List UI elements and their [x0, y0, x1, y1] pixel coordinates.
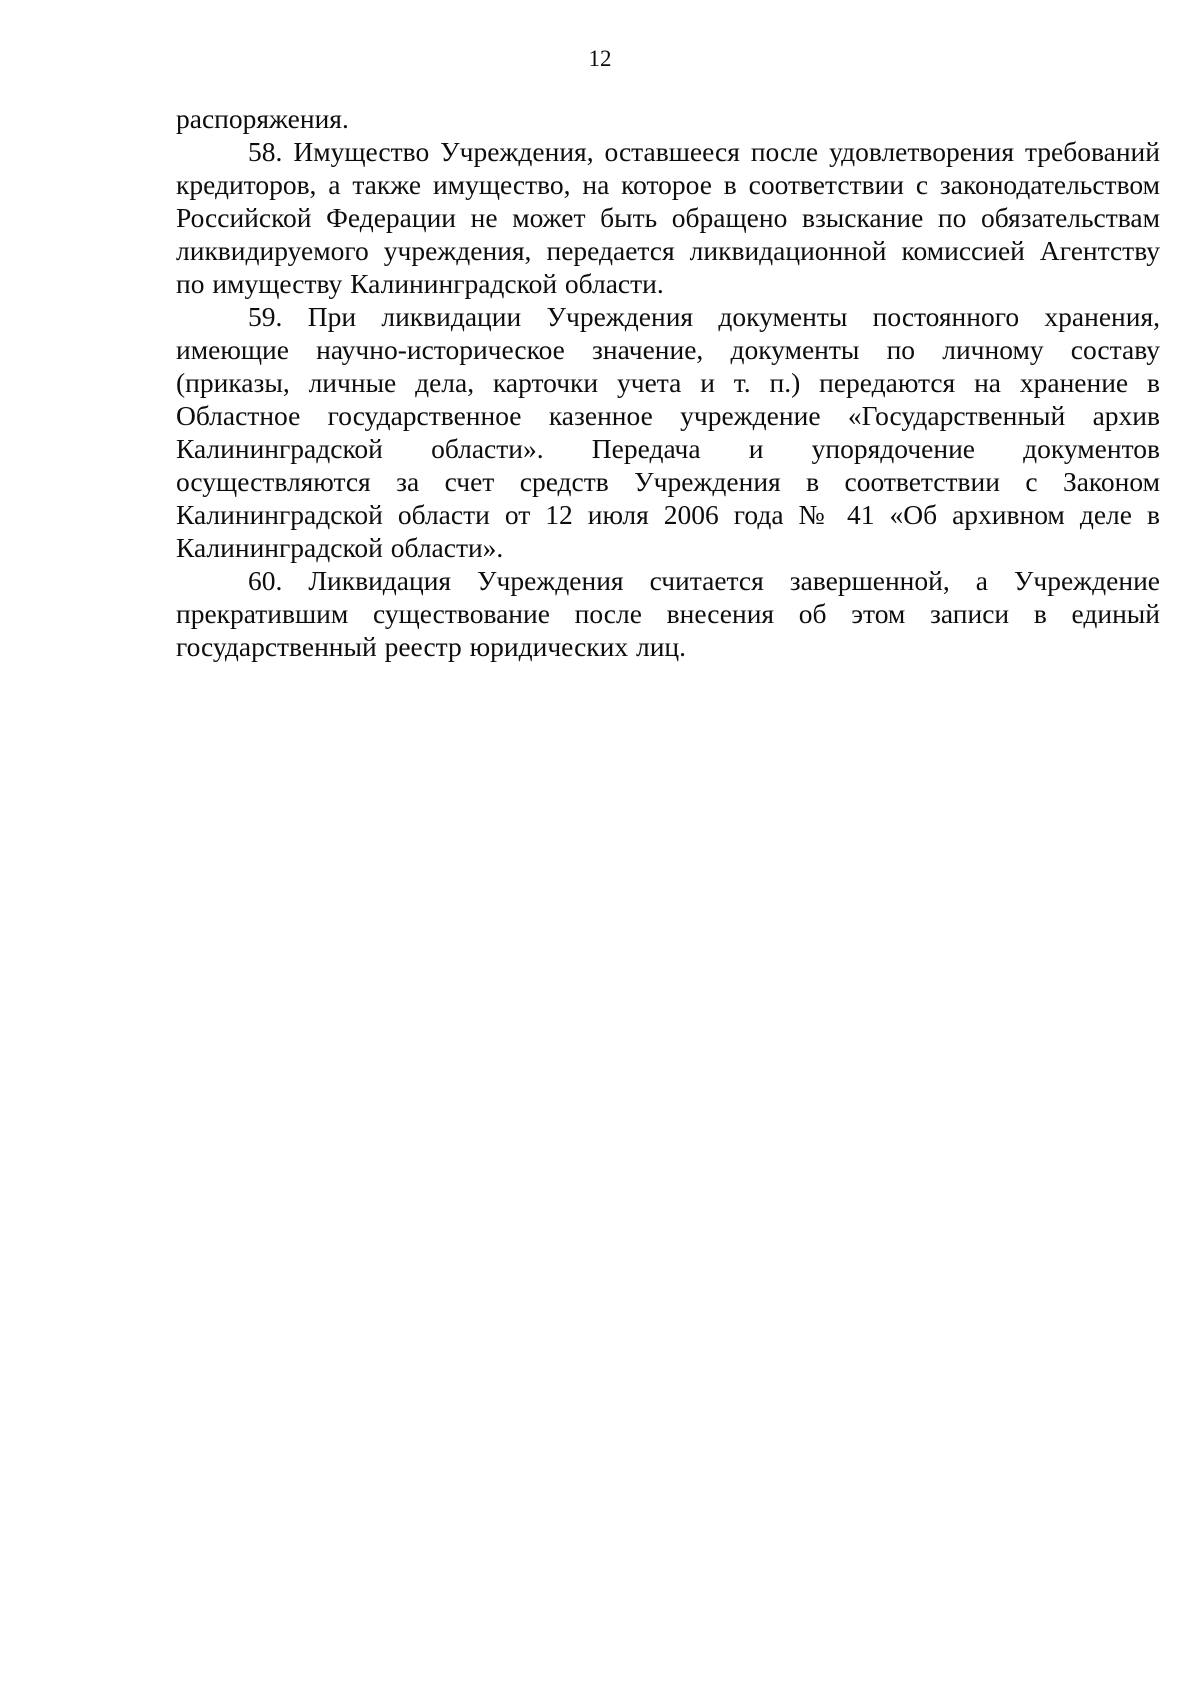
paragraph-58: 58. Имущество Учреждения, оставшееся после удовлетворения требований кредиторов, а также имущество, на которое в соответствии с законодательством Российской Федерации не может быть обращено взыскание по обязательствам ликвидируемого учреждения, передается ликвидационной комиссией Агентству по имуществу Калининградской области. [176, 136, 1160, 299]
document-body [176, 102, 1160, 663]
page-number: 12 [588, 46, 612, 71]
paragraph-60: 60. Ликвидация Учреждения считается завершенной, а Учреждение прекратившим существование после внесения об этом записи в единый государственный реестр юридических лиц. [176, 565, 1160, 662]
paragraph-continuation: распоряжения. [176, 103, 349, 134]
paragraph-59: 59. При ликвидации Учреждения документы постоянного хранения, имеющие научно-историческое значение, документы по личному составу (приказы, личные дела, карточки учета и т. п.) передаются на хранение в Областное государственное казенное учреждение «Государственный архив Калининградской области». Передача и упорядочение документов осуществляются за счет средств Учреждения в соответствии с Законом Калининградской области от 12 июля 2006 года № 41 «Об архивном деле в Калининградской области». [176, 301, 1160, 563]
